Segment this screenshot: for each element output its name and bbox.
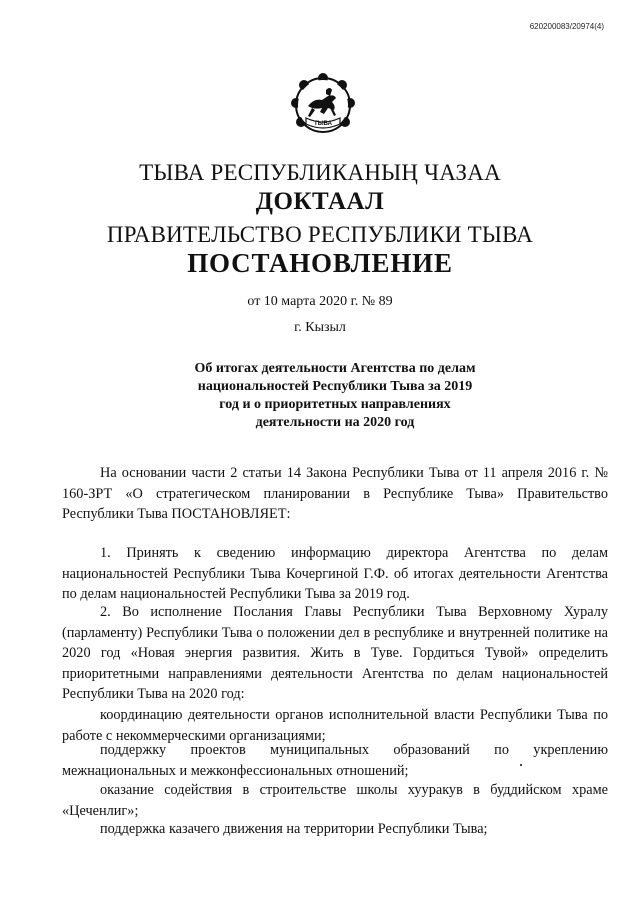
direction-3-paragraph: оказание содействия в строительстве школы хууракув в буддийском храме «Цеченлиг»; bbox=[62, 782, 608, 819]
title-tuvan-resolution: ДОКТААЛ bbox=[255, 188, 385, 215]
direction-4-paragraph: поддержка казачего движения на территории Республики Тыва; bbox=[100, 821, 488, 837]
preamble-paragraph: На основании части 2 статьи 14 Закона Республики Тыва от 11 апреля 2016 г. № 160-ЗРТ «О стратегическом планировании в Республике Тыва» Правительство Республики Тыва ПОСТАНОВЛЯЕТ: bbox=[62, 465, 608, 523]
resolution-subject: Об итогах деятельности Агентства по делам национальностей Республики Тыва за 2019 год и о приоритетных направлениях деятельности на 2020 год bbox=[194, 361, 476, 430]
direction-1-paragraph: координацию деятельности органов исполнительной власти Республики Тыва по работе с некоммерческими организациями; bbox=[62, 707, 608, 744]
svg-text:ТЫВА: ТЫВА bbox=[314, 121, 332, 127]
scan-speck bbox=[520, 764, 522, 766]
title-russian-government: ПРАВИТЕЛЬСТВО РЕСПУБЛИКИ ТЫВА bbox=[106, 222, 534, 247]
title-tuvan-government: ТЫВА РЕСПУБЛИКАНЫҢ ЧАЗАА bbox=[139, 160, 501, 185]
title-russian-resolution: ПОСТАНОВЛЕНИЕ bbox=[187, 248, 453, 278]
tuva-emblem-icon bbox=[290, 72, 356, 138]
resolution-date: от 10 марта 2020 г. № 89 bbox=[247, 294, 393, 309]
item-1-paragraph: 1. Принять к сведению информацию директора Агентства по делам национальностей Республики Тыва Кочергиной Г.Ф. об итогах деятельности Агентства по делам национальностей Республики Тыва за 2019 год. bbox=[62, 545, 608, 603]
document-number: 620200083/20974(4) bbox=[529, 22, 604, 31]
resolution-city: г. Кызыл bbox=[294, 320, 346, 335]
item-2-paragraph: 2. Во исполнение Послания Главы Республики Тыва Верховному Хуралу (парламенту) Республики Тыва о положении дел в республике и внутренней политике на 2020 год «Новая энергия развития. Жить в Туве. Гордиться Тувой» определить приоритетными направлениями деятельности Агентства по делам национальностей Республики Тыва на 2020 год: bbox=[62, 604, 608, 703]
direction-2-paragraph: поддержку проектов муниципальных образований по укреплению межнациональных и межконфессиональных отношений; bbox=[62, 742, 608, 779]
